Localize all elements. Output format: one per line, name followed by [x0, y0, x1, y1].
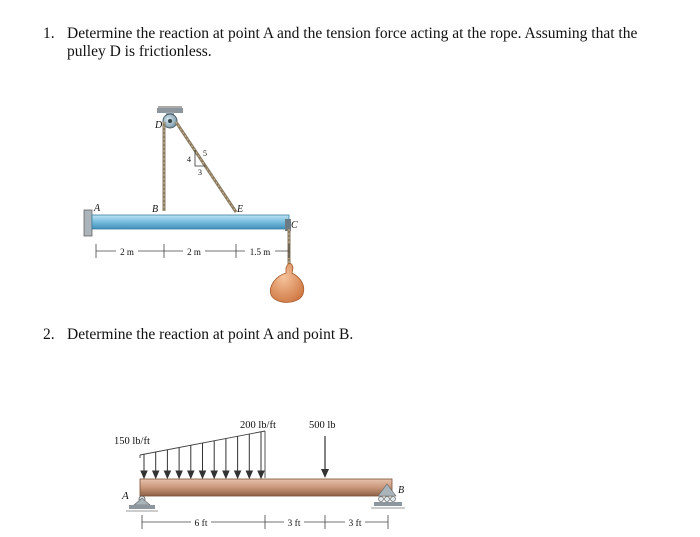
label-b: B	[152, 204, 159, 215]
weight-bag	[270, 264, 303, 303]
dim-2m-second: 2 m	[187, 247, 201, 257]
beam-1	[92, 215, 289, 229]
load-arrow-head	[258, 471, 264, 478]
dim-2m-first: 2 m	[120, 247, 134, 257]
figure-1	[84, 107, 304, 302]
pin-support-a	[126, 496, 158, 511]
load-arrow-head	[141, 471, 147, 478]
label-d: D	[155, 120, 163, 131]
label-b-2: B	[398, 485, 405, 496]
load-arrow-head	[153, 471, 159, 478]
problem-2-statement: Determine the reaction at point A and point B.	[67, 326, 354, 343]
load-arrow-head	[235, 471, 241, 478]
load-arrow-head	[211, 471, 217, 478]
slope-4-label: 4	[187, 155, 191, 164]
dim-3ft-second: 3 ft	[348, 519, 362, 529]
problem-1-statement: Determine the reaction at point A and the tension force acting at the rope. Assuming that the pulley D is frictionless.	[67, 25, 638, 60]
load-arrow-head	[188, 471, 194, 478]
beam-2	[140, 479, 392, 496]
dim-6ft: 6 ft	[194, 519, 208, 529]
dim-1-5m: 1.5 m	[249, 247, 271, 257]
point-load-label: 500 lb	[309, 420, 336, 431]
load-150-label: 150 lb/ft	[114, 436, 150, 447]
label-c: C	[291, 220, 298, 231]
load-arrow-head	[176, 471, 182, 478]
distributed-load-arrows	[141, 432, 264, 478]
label-e: E	[237, 204, 244, 215]
load-arrow-head	[246, 471, 252, 478]
load-arrow-head	[223, 471, 229, 478]
label-a: A	[94, 203, 101, 214]
load-arrow-head	[200, 471, 206, 478]
slope-5-label: 5	[203, 149, 207, 158]
wall-support-a	[84, 210, 92, 236]
load-arrow-head	[164, 471, 170, 478]
problem-2-number: 2.	[43, 326, 55, 343]
load-200-label: 200 lb/ft	[240, 420, 276, 431]
figure-2	[114, 420, 405, 529]
label-a-2: A	[122, 490, 129, 502]
dim-3ft-first: 3 ft	[287, 519, 301, 529]
slope-3-label: 3	[198, 168, 202, 177]
problem-1-number: 1.	[43, 25, 55, 42]
